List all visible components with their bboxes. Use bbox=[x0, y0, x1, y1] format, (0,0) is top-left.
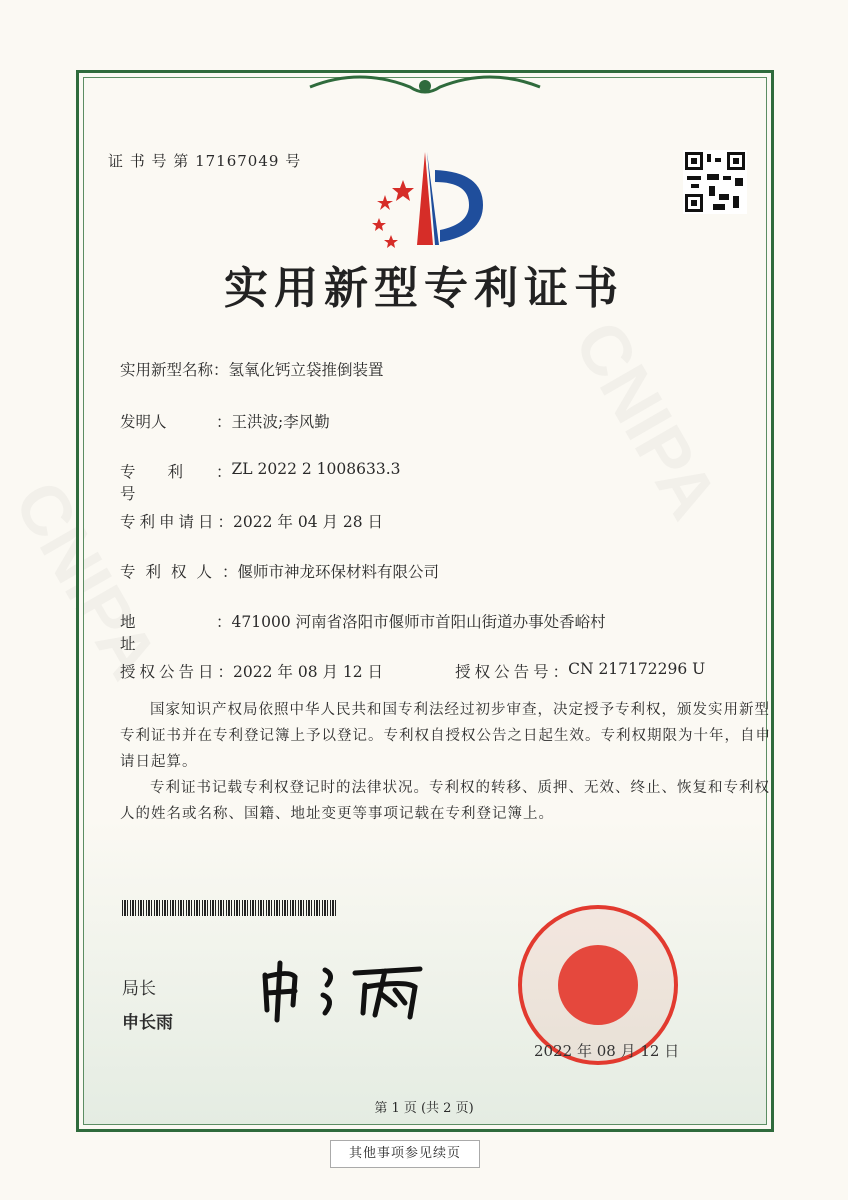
field-patent-number: 专利号 ： ZL 2022 2 1008633.3 bbox=[120, 460, 401, 503]
pub-number-label: 授权公告号 bbox=[455, 663, 553, 681]
field-label: 发明人 bbox=[120, 413, 167, 431]
paragraph: 专利证书记载专利权登记时的法律状况。专利权的转移、质押、无效、终止、恢复和专利权人的姓名或名称、国籍、地址变更等事项记载在专利登记簿上。 bbox=[120, 780, 770, 822]
barcode bbox=[122, 900, 336, 916]
field-value: 偃师市神龙环保材料有限公司 bbox=[237, 563, 440, 581]
continue-note: 其他事项参见续页 bbox=[330, 1140, 480, 1168]
field-filing-date: 专利申请日 ： 2022 年 04 月 28 日 bbox=[120, 510, 383, 532]
director-name: 申长雨 bbox=[122, 1013, 173, 1033]
field-name: 实用新型名称 ： 氢氧化钙立袋推倒装置 bbox=[120, 358, 384, 380]
field-label: 地址 bbox=[120, 613, 200, 653]
field-value: 471000 河南省洛阳市偃师市首阳山街道办事处香峪村 bbox=[231, 613, 606, 631]
field-grant-date: 授权公告日 ： 2022 年 08 月 12 日 授权公告号 ： CN 217172296 U bbox=[120, 660, 706, 681]
field-value: 王洪波;李风勤 bbox=[231, 413, 330, 431]
national-emblem bbox=[558, 945, 638, 1025]
page-title: 实用新型专利证书 bbox=[224, 263, 624, 314]
field-value: 2022 年 04 月 28 日 bbox=[233, 513, 384, 531]
field-label: 专利权人 bbox=[120, 563, 223, 581]
director-title: 局长 bbox=[122, 979, 156, 999]
field-label: 授权公告日 bbox=[120, 663, 218, 681]
field-address: 地址 ： 471000 河南省洛阳市偃师市首阳山街道办事处香峪村 bbox=[120, 610, 606, 654]
field-inventor: 发明人 ： 王洪波;李风勤 bbox=[120, 410, 330, 432]
signature bbox=[255, 955, 435, 1025]
field-value: ZL 2022 2 1008633.3 bbox=[231, 460, 401, 478]
cnipa-logo bbox=[365, 150, 490, 250]
seal-date: 2022 年 08 月 12 日 bbox=[534, 1042, 680, 1060]
certificate-number: 证 书 号 第 17167049 号 bbox=[108, 152, 302, 170]
ornament-top bbox=[300, 72, 550, 102]
paragraph: 国家知识产权局依照中华人民共和国专利法经过初步审查，决定授予专利权，颁发实用新型专利证书并在专利登记簿上予以登记。专利权自授权公告之日起生效。专利权期限为十年，自申请日起算。 bbox=[120, 702, 771, 770]
field-value: 2022 年 08 月 12 日 bbox=[233, 663, 384, 681]
page-info: 第 1 页 (共 2 页) bbox=[374, 1101, 474, 1116]
field-label: 专利申请日 bbox=[120, 513, 218, 531]
field-value: 氢氧化钙立袋推倒装置 bbox=[228, 361, 384, 379]
field-patentee: 专利权人 ： 偃师市神龙环保材料有限公司 bbox=[120, 560, 439, 582]
qr-code bbox=[683, 150, 747, 214]
pub-number-value: CN 217172296 U bbox=[568, 660, 706, 678]
field-label: 专利号 bbox=[120, 463, 216, 503]
field-label: 实用新型名称 bbox=[120, 361, 214, 379]
